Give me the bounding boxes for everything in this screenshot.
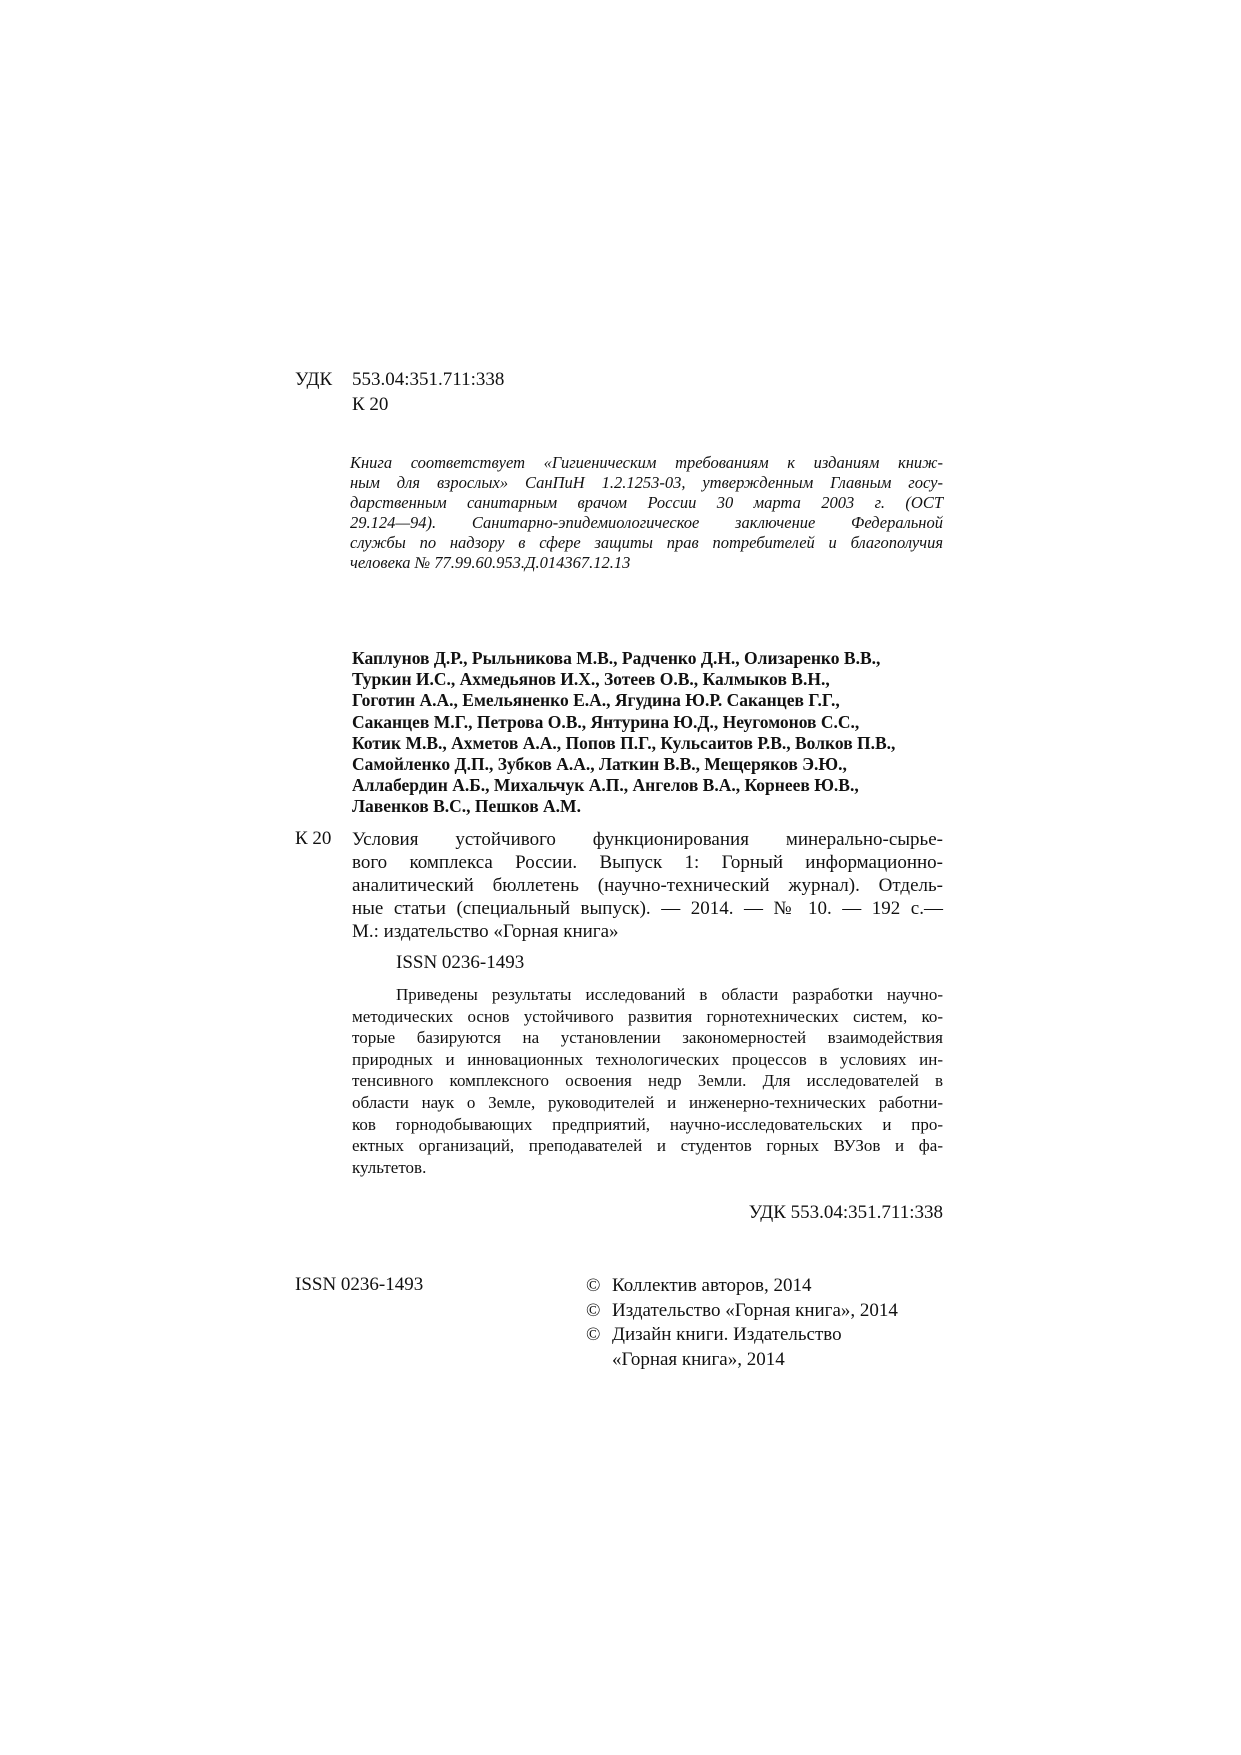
hygiene-line: ным для взрослых» СанПиН 1.2.1253-03, утвержденным Главным госу- [350,473,943,492]
description-line: Условия устойчивого функционирования минерально-сырье- [352,829,943,850]
authors-line: Каплунов Д.Р., Рыльникова М.В., Радченко Д.Н., Олизаренко В.В., [352,648,881,668]
authors-line: Саканцев М.Г., Петрова О.В., Янтурина Ю.Д., Неугомонов С.С., [352,711,860,732]
hygiene-notice [350,453,943,573]
authors-line: Аллабердин А.Б., Михальчук А.П., Ангелов В.А., Корнеев Ю.В., [352,775,859,796]
abstract-line: области наук о Земле, руководителей и инженерно-технических работни- [352,1092,943,1112]
description-line: вого комплекса России. Выпуск 1: Горный информационно- [352,852,943,873]
copyright-text: Коллектив авторов, 2014 [612,1275,812,1296]
authors-line: Котик М.В., Ахметов А.А., Попов П.Г., Кульсаитов Р.В., Волков П.В., [352,732,896,753]
description-line: ные статьи (специальный выпуск). — 2014. — № 10. — 192 с.— [352,898,943,919]
hygiene-line: Книга соответствует «Гигиеническим требованиям к изданиям книж- [350,453,943,472]
abstract-line: природных и инновационных технологических процессов в условиях ин- [352,1049,943,1069]
abstract-line: ков горнодобывающих предприятий, научно-исследовательских и про- [352,1114,943,1134]
hygiene-line: службы по надзору в сфере защиты прав потребителей и благополучия [350,533,943,552]
abstract-line: Приведены результаты исследований в области разработки научно- [396,985,943,1004]
author-mark: К 20 [352,394,389,415]
description-mark: К 20 [295,828,332,849]
authors-line: Туркин И.С., Ахмедьянов И.Х., Зотеев О.В., Калмыков В.Н., [352,669,830,690]
hygiene-line: 29.124—94). Санитарно-эпидемиологическое заключение Федеральной [350,513,943,532]
copyright-row [586,1274,898,1299]
bibliographic-description [352,828,943,943]
copyright-text: Дизайн книги. Издательство [612,1324,842,1345]
copyright-block [586,1274,898,1372]
hygiene-line: дарственным санитарным врачом России 30 марта 2003 г. (ОСТ [350,493,943,512]
copyright-continuation: «Горная книга», 2014 [612,1348,785,1370]
abstract-line: методических основ устойчивого развития горнотехнических систем, ко- [352,1006,943,1026]
issn-description: ISSN 0236-1493 [396,952,525,973]
abstract [352,984,943,1178]
copyright-text: Издательство «Горная книга», 2014 [612,1299,898,1321]
authors-list [352,648,952,818]
copyright-row [586,1323,898,1348]
issn-bottom: ISSN 0236-1493 [295,1274,424,1295]
abstract-line: тенсивного комплексного освоения недр Земли. Для исследователей в [352,1071,943,1091]
copyright-icon: © [586,1275,601,1296]
abstract-line: ектных организаций, преподавателей и студентов горных ВУЗов и фа- [352,1136,943,1156]
udk-label: УДК [295,369,333,390]
udk-bottom: УДК 553.04:351.711:338 [748,1202,943,1223]
abstract-line: культетов. [352,1157,427,1177]
authors-line: Лавенков В.С., Пешков А.М. [352,796,581,817]
description-line: аналитический бюллетень (научно-технический журнал). Отдель- [352,875,943,896]
abstract-line: торые базируются на установлении закономерностей взаимодействия [352,1028,943,1048]
authors-line: Самойленко Д.П., Зубков А.А., Латкин В.В., Мещеряков Э.Ю., [352,754,847,775]
description-line: М.: издательство «Горная книга» [352,921,619,942]
copyright-icon: © [586,1324,601,1345]
hygiene-line: человека № 77.99.60.953.Д.014367.12.13 [350,553,631,572]
udk-code: 553.04:351.711:338 [352,369,505,390]
copyright-icon: © [586,1299,601,1321]
authors-line: Гоготин А.А., Емельяненко Е.А., Ягудина Ю.Р. Саканцев Г.Г., [352,690,840,711]
copyright-row [586,1299,898,1324]
